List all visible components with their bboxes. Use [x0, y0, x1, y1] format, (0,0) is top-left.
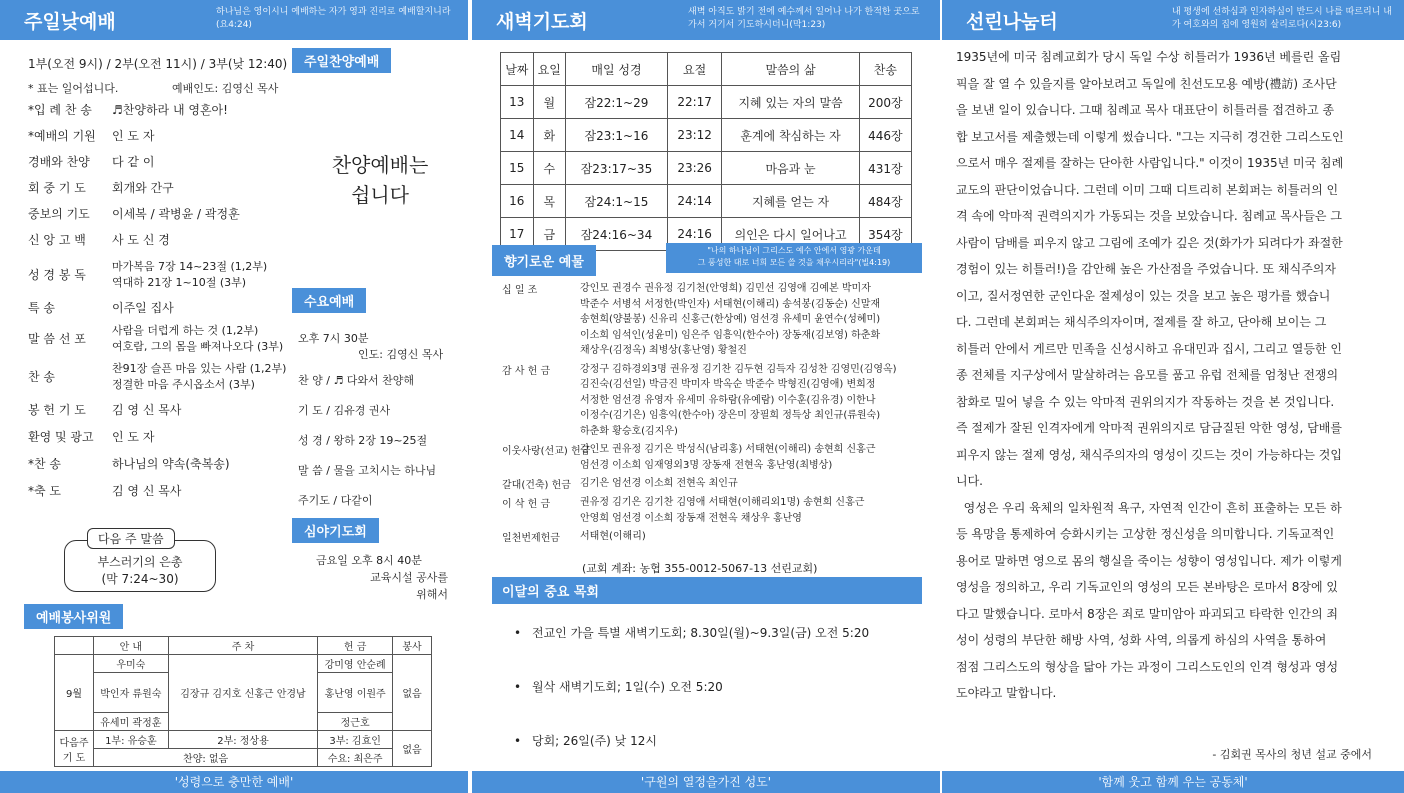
offering-line: 서태현(이해리) [580, 531, 646, 542]
guide-2: 박인자 류원숙 [94, 673, 169, 713]
schedule-cell: 200장 [859, 86, 911, 119]
sharing-header [942, 0, 1404, 40]
wednesday-item: 기 도 / 김유경 권사 [298, 404, 391, 417]
order-row [28, 401, 288, 428]
offering-line: 채상우(김정옥) 최병상(홍난영) 황철진 [580, 345, 747, 356]
next-sermon-box [64, 532, 216, 592]
staff-head-guide: 안 내 [94, 637, 169, 655]
order-value: 김 영 신 목사 [112, 484, 182, 498]
footer-1: '성령으로 충만한 예배' [0, 771, 468, 793]
praise-notice-1: 찬양예배는 [331, 153, 429, 177]
next-sermon-name: 부스러기의 은총 [97, 555, 183, 569]
wed-prayer: 수요: 최은주 [318, 749, 393, 767]
schedule-row [501, 119, 912, 152]
dawn-title: 새벽기도회 [496, 11, 588, 33]
offering-line: 김기은 엄선경 이소희 전현옥 최인규 [580, 478, 738, 489]
next-week-label: 다음주 [59, 737, 89, 749]
wednesday-item: 말 씀 / 물을 고치시는 하나님 [298, 464, 437, 477]
order-label: 중보의 기도 [28, 207, 90, 221]
news-text: 월삭 새벽기도회; 1일(수) 오전 5:20 [532, 680, 723, 694]
schedule-cell: 23:12 [667, 119, 722, 152]
offering-verse-1: "나의 하나님이 그리스도 예수 안에서 영광 가운데 [707, 246, 881, 255]
schedule-cell: 24:16 [667, 218, 722, 251]
offering-group [502, 529, 922, 545]
offering-type: 이 삭 헌 금 [502, 499, 551, 510]
reading-label: 성 경 봉 독 [28, 268, 86, 282]
order-label: *축 도 [28, 484, 61, 498]
order-label: 회 중 기 도 [28, 181, 86, 195]
schedule-cell: 431장 [859, 152, 911, 185]
bullet-icon: • [514, 680, 522, 694]
essay-line: 점점 그리스도의 형상을 닮아 가는 과정이 그리스도인의 인격 형성과 영성 [956, 659, 1339, 674]
news-tag: 이달의 중요 목회 [492, 577, 922, 604]
offering-line: 이소희 임석인(성윤미) 임은주 임흥익(한수아) 장동재(김보영) 하춘화 [580, 329, 881, 341]
schedule-cell: 24:14 [667, 185, 722, 218]
essay-line: 으로서 매우 절제를 잘하는 단아한 사람입니다." 이것이 1935년 미국 침례 [956, 156, 1344, 170]
essay-line: 히틀러 안에서 게르만 민족을 신성시하고 유대민과 집시, 그리고 열등한 인 [956, 341, 1342, 356]
essay-line: 피우지 않는 절제 영성, 채식주의자의 영성이 깃드는 것이 가능하다는 것입 [956, 447, 1342, 462]
footer-3: '함께 웃고 함께 우는 공동체' [942, 771, 1404, 793]
praise-notice-2: 쉽니다 [351, 183, 409, 207]
staff-tag: 예배봉사위원 [24, 604, 123, 629]
essay-line: 픽을 잘 열 수 있을지를 알아보려고 독일에 친선도모용 예방(禮訪) 조사단 [956, 76, 1337, 91]
schedule-cell: 훈계에 착심하는 자 [722, 119, 859, 152]
offering-line: 김진숙(김선일) 박금진 박미자 박옥순 박준수 박형진(김영애) 변희정 [580, 379, 876, 390]
hymn-label: 찬 송 [28, 370, 55, 384]
schedule-cell: 23:26 [667, 152, 722, 185]
wednesday-item: 성 경 / 왕하 2장 19~25절 [298, 434, 428, 447]
prayer-2: 2부: 정상용 [168, 731, 318, 749]
news-text: 당회; 26일(주) 낮 12시 [532, 734, 657, 748]
offering-line: 강인모 권유정 김기은 박성식(남리홍) 서태현(이해리) 송현희 신홍근 [580, 444, 876, 455]
offering-names [580, 529, 922, 545]
column-dawn-prayer [472, 0, 940, 793]
wednesday-time: 오후 7시 30분 [298, 332, 369, 345]
essay-line: 사람이 담배를 피우지 않고 그림에 조예가 깊은 것(화가가 되려다가 좌절한 [956, 235, 1343, 250]
wednesday-item: 찬 양 / ♬ 다와서 찬양해 [298, 374, 415, 387]
praise-notice [300, 150, 460, 210]
essay-line: 성이 성령의 부단한 해방 사역, 성화 사역, 의롭게 하심의 사역을 통하여 [956, 633, 1327, 647]
sermon-2: 여호람, 그의 몸을 빠져나오다 (3부) [112, 340, 284, 353]
order-row [28, 455, 288, 482]
schedule-cell: 지혜 있는 자의 말씀 [722, 86, 859, 119]
order-row [28, 205, 288, 231]
essay-line: 격 속에 악마적 권력의지가 가동되는 것을 보았습니다. 침례교 목사들은 그 [956, 209, 1342, 223]
schedule-row [501, 152, 912, 185]
service-status: 없음 [393, 655, 432, 731]
order-label: *찬 송 [28, 457, 61, 471]
essay-line: 즉 절제가 잘된 인격자에게 악마적 권위의지로 담금질된 악한 영성, 담배를 [956, 421, 1342, 435]
essay-line: 을 보낸 일이 있습니다. 그때 침례교 목사 대표단이 히틀러를 접견하고 종 [956, 103, 1335, 117]
reading-2: 역대하 21장 1~10절 (3부) [112, 276, 247, 289]
order-row [28, 153, 288, 179]
offering-line: 엄선경 이소희 임재영외3명 장동재 전현옥 홍난영(최병상) [580, 459, 833, 471]
essay-line: 도야라고 말합니다. [956, 686, 1057, 700]
order-label: 경배와 찬양 [28, 155, 90, 169]
schedule-cell: 13 [501, 86, 534, 119]
schedule-cell: 금 [533, 218, 565, 251]
schedule-cell: 22:17 [667, 86, 722, 119]
hymn-row [28, 360, 288, 394]
dawn-schedule-table [500, 52, 912, 251]
staff-table [54, 636, 432, 767]
schedule-header-cell: 날짜 [501, 53, 534, 86]
offering-line: 이정수(김기은) 임흥익(한수아) 장은미 장필희 정득상 최인규(류원숙) [580, 410, 881, 421]
offering-verse-2: 그 풍성한 대로 너희 모든 쓸 것을 채우시리라"(빌4:19) [697, 258, 891, 267]
offering-group [502, 442, 922, 473]
order-value: 이세복 / 곽병윤 / 곽정훈 [112, 207, 240, 221]
sermon-label: 말 씀 선 포 [28, 332, 86, 346]
offering-group [502, 281, 922, 359]
sunday-header [0, 0, 468, 40]
staff-head-parking: 주 차 [168, 637, 318, 655]
bullet-icon: • [514, 734, 522, 748]
offering-type: 갈대(건축) 헌금 [502, 480, 571, 491]
schedule-cell: 잠22:1~29 [566, 86, 668, 119]
schedule-header [501, 53, 912, 86]
schedule-cell: 14 [501, 119, 534, 152]
sharing-title: 선린나눔터 [966, 11, 1058, 33]
schedule-cell: 잠23:17~35 [566, 152, 668, 185]
praise-prayer: 찬양: 없음 [94, 749, 318, 767]
offering-type: 감 사 헌 금 [502, 365, 551, 377]
worship-leader: 예배인도: 김영신 목사 [172, 82, 279, 95]
order-label: *입 례 찬 송 [28, 103, 92, 117]
dawn-header [472, 0, 940, 40]
schedule-cell: 잠24:1~15 [566, 185, 668, 218]
offering-3: 정근호 [318, 713, 393, 731]
wednesday-tag: 수요예배 [292, 288, 366, 313]
essay-line: 용어로 말하면 영으로 몸의 행실을 죽이는 성향이 영성입니다. 제가 이렇게 [956, 553, 1342, 568]
night-purpose-1: 교육시설 공사를 [370, 571, 448, 584]
offering-line: 강인모 권경수 권유정 김기천(안영희) 김민선 김영애 김예본 박미자 [580, 283, 871, 294]
news-item [514, 624, 924, 678]
essay-line: 1935년에 미국 침례교회가 당시 독일 수상 히틀러가 1936년 베를린 올림 [956, 50, 1342, 64]
news-list [514, 624, 924, 786]
offering-line: 권유정 김기은 김기찬 김영애 서태현(이해리외1명) 송현희 신홍근 [580, 497, 865, 508]
offering-names [580, 362, 922, 440]
offering-type: 이웃사랑(선교) 헌금 [502, 446, 591, 457]
schedule-cell: 잠23:1~16 [566, 119, 668, 152]
worship-order [28, 101, 288, 257]
schedule-cell: 화 [533, 119, 565, 152]
next-week-prayer-label [55, 731, 94, 767]
special-singer: 이주일 집사 [112, 301, 174, 315]
schedule-header-cell: 매일 성경 [566, 53, 668, 86]
sharing-verse: 내 평생에 선하심과 인자하심이 반드시 나를 따르리니 내가 여호와의 집에 영원히 살리로다(시23:6) [1172, 7, 1392, 30]
order-row [28, 231, 288, 257]
order-value: 인 도 자 [112, 129, 155, 143]
sunday-verse: 하나님은 영이시니 예배하는 자가 영과 진리로 예배할지니라(요4:24) [216, 7, 451, 30]
offering-line: 송현희(양불봉) 신유리 신홍근(한상예) 엄선경 유세미 윤연수(성혜미) [580, 314, 881, 325]
offering-group [502, 495, 922, 526]
order-row [28, 127, 288, 153]
schedule-cell: 446장 [859, 119, 911, 152]
hymn-2: 정결한 마음 주시옵소서 (3부) [112, 378, 255, 391]
worship-order-2 [28, 401, 288, 509]
schedule-cell: 484장 [859, 185, 911, 218]
prayer-label: 기 도 [62, 752, 86, 764]
offering-verse [666, 243, 922, 273]
schedule-row [501, 185, 912, 218]
news-item [514, 678, 924, 732]
service-times: 1부(오전 9시) / 2부(오전 11시) / 3부(낮 12:40) [28, 57, 288, 71]
essay-line: 경험이 있는 히틀러!)을 감안해 높은 가산점을 주었습니다. 또 채식주의자 [956, 262, 1336, 276]
sermon-row [28, 322, 288, 356]
staff-month: 9월 [55, 655, 94, 731]
order-value: 다 같 이 [112, 155, 155, 169]
schedule-cell: 17 [501, 218, 534, 251]
schedule-cell: 의인은 다시 일어나고 [722, 218, 859, 251]
column-sharing [942, 0, 1404, 793]
order-label: 봉 헌 기 도 [28, 403, 86, 417]
schedule-cell: 수 [533, 152, 565, 185]
night-time: 금요일 오후 8시 40분 [316, 554, 422, 567]
next-sermon-title: 다음 주 말씀 [87, 528, 175, 549]
order-row [28, 482, 288, 509]
news-text: 전교인 가을 특별 새벽기도회; 8.30일(월)~9.3일(금) 오전 5:20 [532, 626, 870, 640]
hymn-1: 찬91장 슬픈 마음 있는 사람 (1,2부) [112, 362, 287, 375]
offering-type: 십 일 조 [502, 285, 538, 296]
schedule-header-cell: 요절 [667, 53, 722, 86]
bank-account: (교회 계좌: 농협 355-0012-5067-13 선린교회) [582, 562, 818, 575]
essay-source: - 김회권 목사의 청년 설교 중에서 [1212, 748, 1372, 761]
wednesday-item: 주기도 / 다같이 [298, 494, 373, 507]
offering-names [580, 281, 922, 359]
essay-line: 이고, 질서정연한 군인다운 절제성이 있는 것을 보고 높은 평가를 했습니 [956, 288, 1331, 303]
schedule-header-cell: 말씀의 삶 [722, 53, 859, 86]
sunday-title: 주일낮예배 [24, 11, 116, 33]
sermon-1: 사람을 더럽게 하는 것 (1,2부) [112, 324, 259, 337]
order-row [28, 428, 288, 455]
parking-team: 김장규 김지호 신홍근 안경남 [168, 655, 318, 731]
essay-line: 영성을 정의하고, 우리 기독교인의 영성의 모든 본바탕은 로마서 8장에 있 [956, 580, 1338, 594]
schedule-cell: 잠24:16~34 [566, 218, 668, 251]
schedule-header-cell: 찬송 [859, 53, 911, 86]
schedule-cell: 월 [533, 86, 565, 119]
essay-line: 참화로 밀어 넣을 수 있는 악마적 권위의지가 작동하는 것을 본 것입니다. [956, 394, 1335, 409]
offering-2: 홍난영 이원주 [318, 673, 393, 713]
offering-group [502, 476, 922, 492]
offering-line: 안영희 엄선경 이소희 장동재 전현옥 채상우 홍난영 [580, 512, 802, 524]
bullet-icon: • [514, 626, 522, 640]
order-value: 사 도 신 경 [112, 233, 170, 247]
schedule-cell: 354장 [859, 218, 911, 251]
essay-line: 등 욕망을 통제하여 승화시키는 고상한 정신성을 의미합니다. 기독교적인 [956, 527, 1335, 541]
schedule-cell: 마음과 눈 [722, 152, 859, 185]
offering-names [580, 442, 922, 473]
offering-1: 강미영 안순례 [318, 655, 393, 673]
special-label: 특 송 [28, 301, 55, 315]
offering-group [502, 362, 922, 440]
offering-line: 강정구 김하경외3명 권유정 김기찬 김두현 김득자 김성찬 김영민(김영옥) [580, 363, 897, 375]
staff-head-offering: 헌 금 [318, 637, 393, 655]
order-label: 환영 및 광고 [28, 430, 94, 444]
next-sermon-ref: (막 7:24~30) [101, 572, 179, 586]
dawn-verse: 새벽 아직도 밝기 전에 예수께서 일어나 나가 한적한 곳으로 가서 거기서 기도하시더니(막1:23) [688, 7, 920, 30]
essay-line: 합 보고서를 제출했는데 이렇게 썼습니다. "그는 지극히 경건한 그리스도인 [956, 129, 1344, 144]
night-prayer-tag: 심야기도회 [292, 518, 379, 543]
order-label: *예배의 기원 [28, 129, 96, 143]
offering-names [580, 495, 922, 526]
next-service-status: 없음 [393, 731, 432, 767]
praise-worship-tag: 주일찬양예배 [292, 48, 391, 73]
footer-2: '구원의 열정을가진 성도' [472, 771, 940, 793]
offering-names [580, 476, 922, 492]
order-label: 신 앙 고 백 [28, 233, 86, 247]
schedule-cell: 목 [533, 185, 565, 218]
prayer-1: 1부: 유승훈 [94, 731, 169, 749]
guide-1: 우미숙 [94, 655, 169, 673]
night-purpose-2: 위해서 [416, 588, 448, 601]
order-row [28, 179, 288, 205]
offering-list [502, 281, 922, 548]
essay-line: 종 전체를 지구상에서 말살하려는 음모를 품고 유럽 전체를 엄청난 전쟁의 [956, 368, 1339, 382]
schedule-body [501, 86, 912, 251]
column-sunday-worship [0, 0, 468, 793]
schedule-cell: 15 [501, 152, 534, 185]
staff-head-service: 봉사 [393, 637, 432, 655]
reading-row [28, 258, 288, 292]
schedule-cell: 지혜를 얻는 자 [722, 185, 859, 218]
essay-line: 영성은 우리 육체의 일차원적 욕구, 자연적 인간이 흔히 표출하는 모든 하 [956, 500, 1342, 515]
essay-line: 다고 말했습니다. 로마서 8장은 죄로 말미암아 파괴되고 타락한 인간의 죄 [956, 606, 1338, 621]
schedule-cell: 16 [501, 185, 534, 218]
offering-line: 박준수 서병석 서정한(박인자) 서태현(이해리) 송석봉(김동순) 신말재 [580, 298, 881, 310]
offering-type: 일천번제헌금 [502, 533, 560, 544]
stand-note: * 표는 일어섭니다. [28, 82, 119, 95]
offering-line: 서정한 엄선경 유영자 유세미 유하람(유예람) 이수훈(김유경) 이한나 [580, 394, 876, 406]
guide-3: 유세미 곽정훈 [94, 713, 169, 731]
order-value: 인 도 자 [112, 430, 155, 444]
essay-body [956, 44, 1390, 707]
order-value: 김 영 신 목사 [112, 403, 182, 417]
wednesday-order [298, 372, 436, 522]
offering-tag: 향기로운 예물 [492, 245, 596, 276]
essay-line: 니다. [956, 474, 983, 488]
order-value: ♬찬양하라 내 영혼아! [112, 103, 228, 117]
prayer-3: 3부: 김효인 [318, 731, 393, 749]
essay-line: 다. 그런데 본회퍼는 채식주의자이며, 절제를 잘 하고, 단아해 보이는 그 [956, 315, 1327, 329]
essay-line: 교도의 판단이었습니다. 그런데 이미 그때 디트리히 본회퍼는 히틀러의 인 [956, 182, 1339, 197]
order-value: 회개와 간구 [112, 181, 174, 195]
order-row [28, 101, 288, 127]
wednesday-leader: 인도: 김영신 목사 [358, 348, 444, 361]
schedule-row [501, 86, 912, 119]
schedule-header-cell: 요일 [533, 53, 565, 86]
offering-line: 하춘화 황승호(김지우) [580, 425, 678, 437]
reading-1: 마가복음 7장 14~23절 (1,2부) [112, 260, 268, 273]
order-value: 하나님의 약속(축복송) [112, 457, 230, 471]
